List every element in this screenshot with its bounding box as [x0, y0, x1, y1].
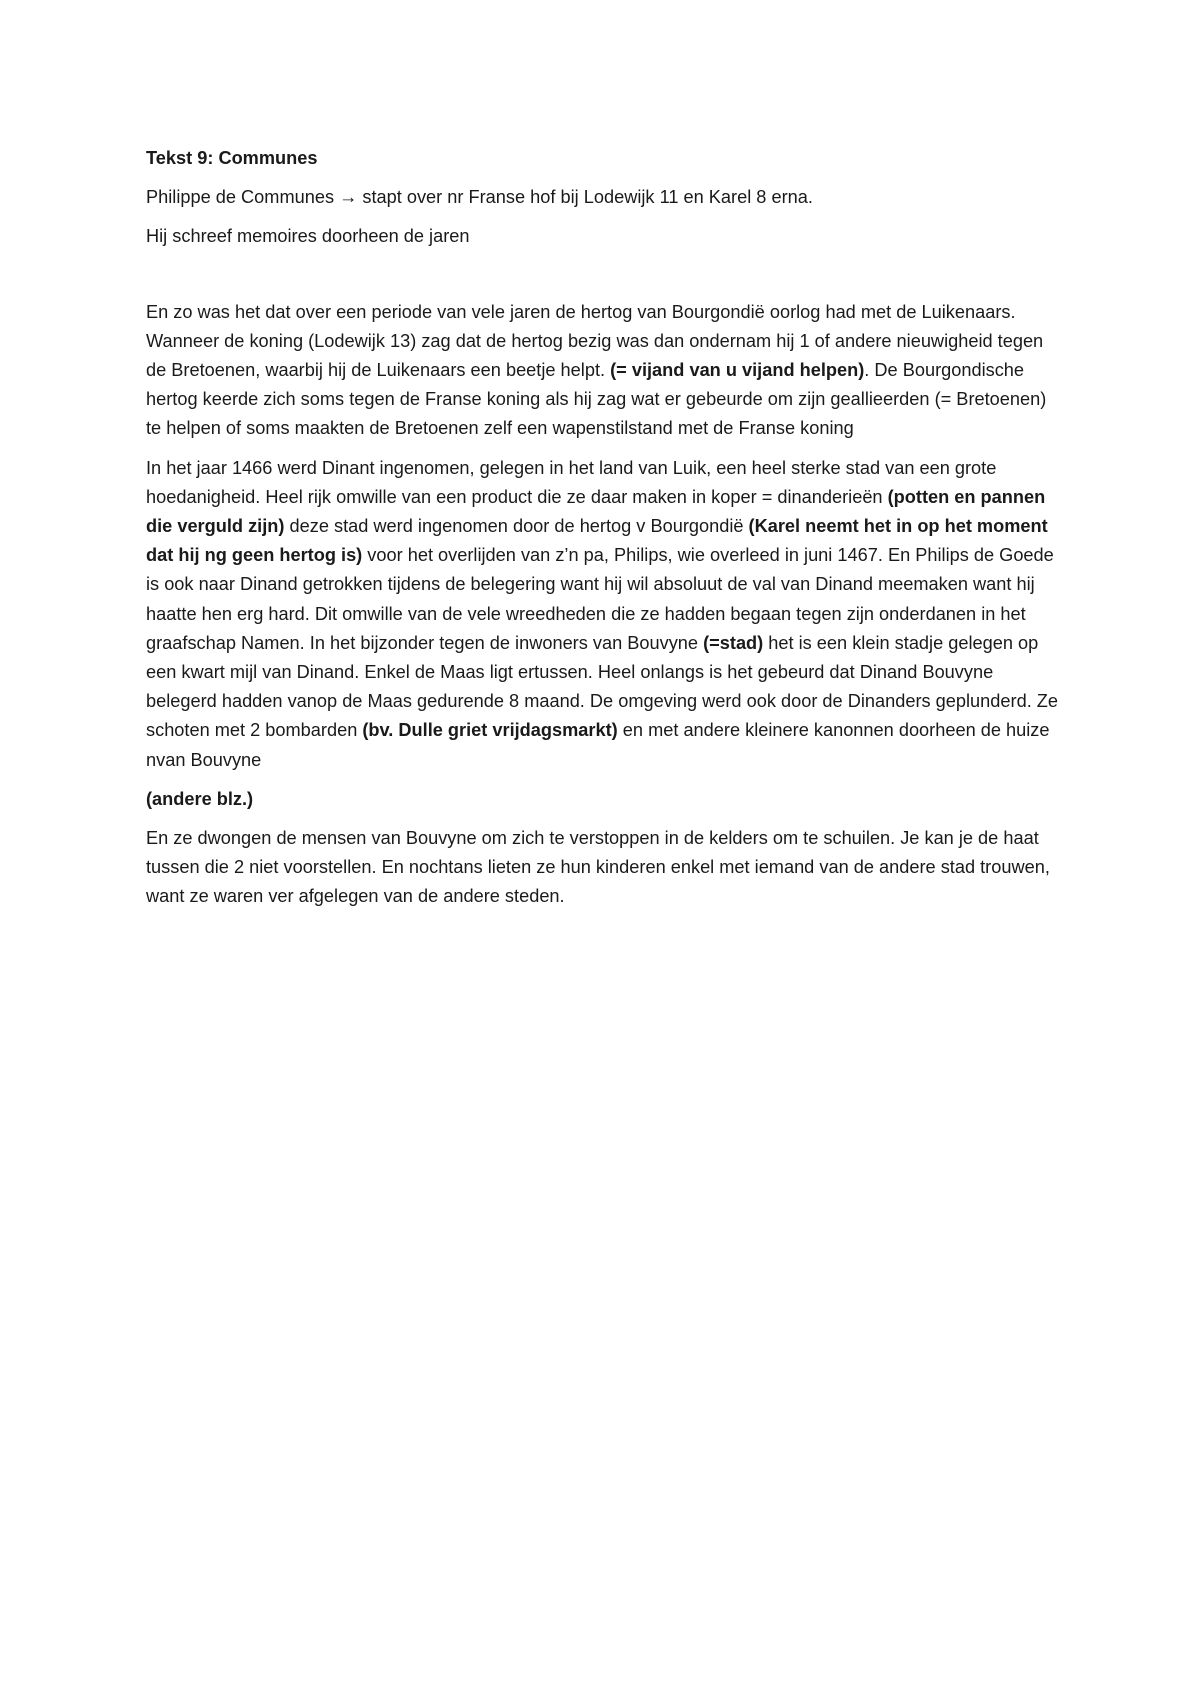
paragraph-2-text-e: en met andere kleinere kanonnen doorheen de huize nvan Bouvyne — [146, 720, 1050, 770]
paragraph-1-bold-a: (= vijand van u vijand helpen) — [610, 360, 865, 381]
page-note-text: (andere blz.) — [146, 788, 254, 809]
paragraph-1 — [146, 298, 1062, 444]
paragraph-2-text-b: deze stad werd ingenomen door de hertog v Bourgondië — [284, 516, 749, 537]
paragraph-2-bold-b: (Karel neemt het in op het moment dat hij ng geen hertog is) — [146, 516, 1048, 566]
intro-line-1-text: stapt over nr Franse hof bij Lodewijk 11 en Karel 8 erna. — [362, 187, 813, 208]
right-arrow-icon: → — [339, 187, 358, 208]
intro-line-1-subject: Philippe de Communes — [146, 187, 335, 208]
intro-line-2: Hij schreef memoires doorheen de jaren — [146, 226, 470, 247]
paragraph-2-text-a: In het jaar 1466 werd Dinant ingenomen, gelegen in het land van Luik, een heel sterke stad van een grote hoedanigheid. Heel rijk omwille van een product die ze daar maken in koper = dinanderieën — [146, 457, 997, 507]
intro-line-1 — [146, 183, 1062, 212]
paragraph-1-text-a: En zo was het dat over een periode van vele jaren de hertog van Bourgondië oorlog had met de Luikenaars. Wanneer de koning (Lodewijk 13) zag dat de hertog bezig was dan ondernam hij 1 of andere nieuwigheid tegen de Bretoenen, waarbij hij de Luikenaars een beetje helpt. — [146, 301, 1044, 381]
paragraph-2-text-c: voor het overlijden van z’n pa, Philips, wie overleed in juni 1467. En Philips de Goede is ook naar Dinand getrokken tijdens de belegering want hij wil absoluut de val van Dinand meemaken want hij haatte hen erg hard. Dit omwille van de vele wreedheden die ze hadden begaan tegen zijn onderdanen in het graafschap Namen. In het bijzonder tegen de inwoners van Bouvyne — [146, 545, 1054, 653]
paragraph-2 — [146, 454, 1062, 775]
paragraph-2-bold-a: (potten en pannen die verguld zijn) — [146, 486, 1046, 537]
paragraph-2-bold-d: (bv. Dulle griet vrijdagsmarkt) — [362, 720, 618, 741]
paragraph-2-text-d: het is een klein stadje gelegen op een kwart mijl van Dinand. Enkel de Maas ligt ertussen. Heel onlangs is het gebeurd dat Dinand Bouvyne belegerd hadden vanop de Maas gedurende 8 maand. De omgeving werd ook door de Dinanders geplunderd. Ze schoten met 2 bombarden — [146, 632, 1059, 741]
document-title: Tekst 9: Communes — [146, 148, 318, 168]
paragraph-2-bold-c: (=stad) — [703, 632, 764, 653]
document-body — [146, 144, 1062, 922]
paragraph-1-text-b: . De Bourgondische hertog keerde zich soms tegen de Franse koning als hij zag wat er gebeurde om zijn geallieerden (= Bretoenen) te helpen of soms maakten de Bretoenen zelf een wapenstilstand met de Franse koning — [146, 360, 1047, 439]
paragraph-3: En ze dwongen de mensen van Bouvyne om zich te verstoppen in de kelders om te schuilen. Je kan je de haat tussen die 2 niet voorstellen. En nochtans lieten ze hun kinderen enkel met iemand van de andere stad trouwen, want ze waren ver afgelegen van de andere steden. — [146, 828, 1050, 907]
page-note — [146, 785, 1062, 814]
